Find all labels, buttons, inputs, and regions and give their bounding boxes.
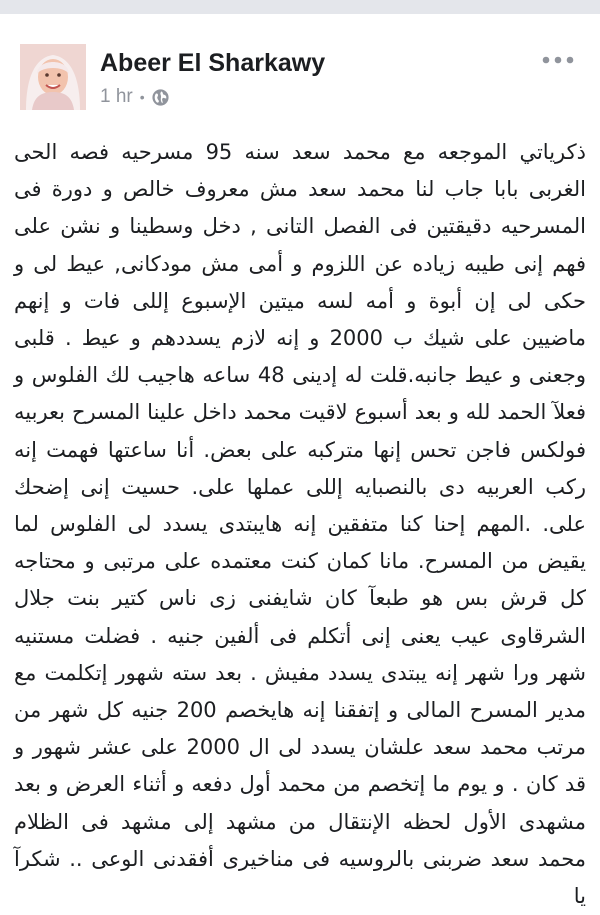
author-name[interactable]: Abeer El Sharkawy [100,49,326,77]
post-text: ذكرياتي الموجعه مع محمد سعد سنه 95 مسرحيه فصه الحى الغربى بابا جاب لنا محمد سعد مش معروف خالص و دورة فى المسرحيه دقيقتين فى الفصل التانى , دخل وسطينا و نشن على فهم إنى طيبه زياده عن اللزوم و أمى مش مودكانى, عيط لى و حكى لى إن أبوة و أمه لسه ميتين الإسبوع إللى فات و إنهم ماضيين على شيك ب 2000 و إنه لازم يسددهم و عيط . قلبى وجعنى و عيط جانبه.قلت له إدينى 48 ساعه هاجيب لك الفلوس و فعلآ الحمد لله و بعد أسبوع لاقيت محمد داخل علينا المسرح بعربيه فولكس فاجن تحس إنها متركبه على بعض. أنا ساعتها فهمت إنه ركب العربيه دى بالنصبايه إللى عملها على. حسيت إنى إضحك على. .المهم إحنا كنا متفقين إنه هايبتدى يسدد لى الفلوس لما يقيض من المسرح. مانا كمان كنت معتمده على مرتبى و محتاجه كل قرش بس هو طبعآ كان شايفنى زى ناس كتير بنت جلال الشرقاوى عيب يعنى إنى أتكلم فى ألفين جنيه . فضلت مستنيه شهر ورا شهر إنه يبتدى يسدد مفيش . بعد سته شهور إتكلمت مع مدير المسرح المالى و إتفقنا إنه هايخصم 200 جنيه كل شهر من مرتب محمد سعد علشان يسدد لى ال 2000 على عشر شهور و قد كان . و يوم ما إتخصم من محمد أول دفعه و أثناء العرض و بعد مشهدى الأول لحظه الإنتقال من مشهد إلى مشهد فى الظلام محمد سعد ضربنى بالروسيه فى مناخيرى أفقدنى الوعى .. شكرآ يا [14,140,586,909]
post-meta [100,85,170,109]
more-options-button[interactable] [538,48,578,72]
post-body [14,134,586,909]
avatar[interactable] [20,44,86,110]
post-card [0,14,600,909]
feed-background-strip [0,0,600,14]
profile-photo [20,44,86,110]
more-options-icon [541,56,575,64]
meta-separator: • [139,89,145,105]
post-header [0,14,600,124]
post-timestamp[interactable]: 1 hr [100,86,133,107]
globe-icon[interactable] [151,88,170,107]
